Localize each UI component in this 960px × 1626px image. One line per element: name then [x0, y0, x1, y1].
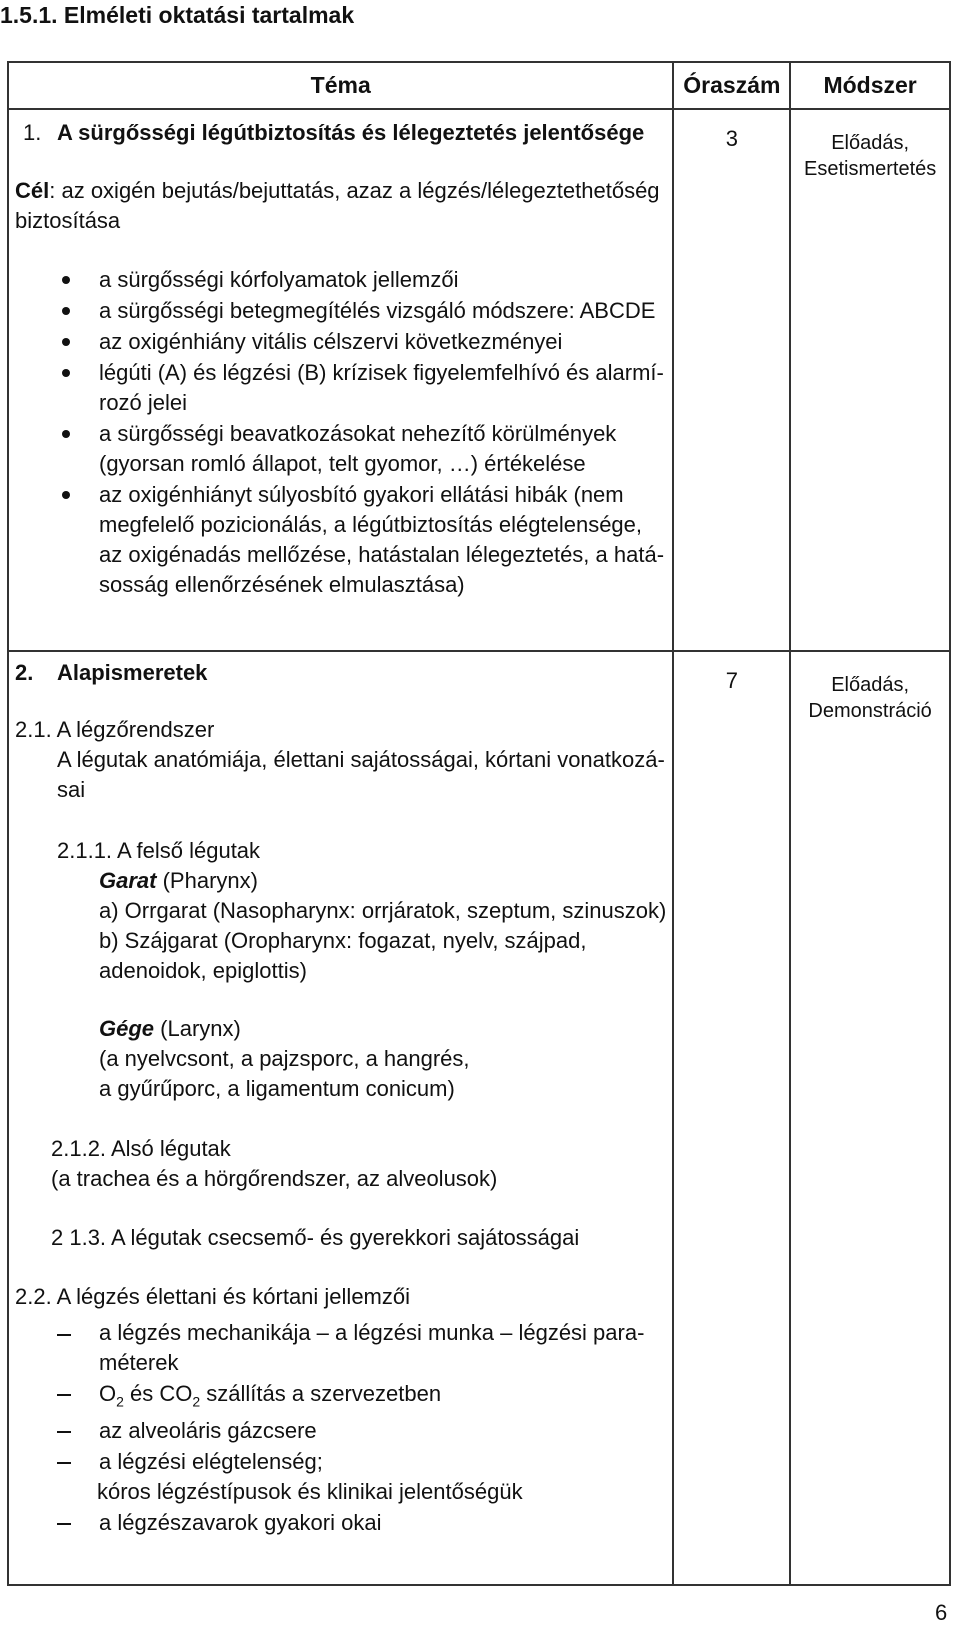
subsection-2-1-2-desc: (a trachea és a hörgőrendszer, az alveolusok) — [51, 1166, 498, 1191]
garat-latin: (Pharynx) — [156, 868, 258, 893]
co2-subscript: 2 — [192, 1393, 201, 1410]
list-item: a légzési elégtelenség; — [99, 1449, 323, 1474]
curriculum-table — [7, 61, 951, 1586]
subsection-2-1-3: 2 1.3. A légutak csecsemő- és gyerekkori sajátosságai — [51, 1225, 580, 1250]
list-item: légúti (A) és légzési (B) krízisek figyelemfelhívó és alarmí- — [99, 360, 664, 385]
szajgarat-line: b) Szájgarat (Oropharynx: fogazat, nyelv, szájpad, — [99, 928, 587, 953]
gege-desc: a gyűrűporc, a ligamentum conicum) — [99, 1076, 455, 1101]
dash-icon — [57, 1431, 71, 1433]
goal-label: Cél — [15, 178, 50, 203]
topic-title-2: Alapismeretek — [57, 660, 208, 685]
header-method: Módszer — [790, 62, 950, 109]
list-item: az oxigénhiányt súlyosbító gyakori ellátási hibák (nem — [99, 482, 624, 507]
list-item: a sürgősségi beavatkozásokat nehezítő körülmények — [99, 421, 617, 446]
header-topic: Téma — [8, 62, 673, 109]
dash-icon — [57, 1523, 71, 1525]
bullet-icon — [62, 369, 70, 377]
topic-cell-1 — [8, 109, 673, 651]
method-line: Előadás, — [831, 674, 910, 696]
list-item-cont: rozó jelei — [99, 390, 188, 415]
transport-text: szállítás a szervezetben — [200, 1381, 442, 1406]
orrgarat-line: a) Orrgarat (Nasopharynx: orrjáratok, szeptum, szinuszok) — [99, 898, 667, 923]
co2-symbol: és CO — [123, 1381, 193, 1406]
subsection-2-1: 2.1. A légzőrendszer — [15, 717, 215, 742]
method-cell-2 — [790, 651, 950, 1585]
dash-icon — [57, 1462, 71, 1464]
topic-cell-2 — [8, 651, 673, 1585]
list-item — [99, 1379, 441, 1416]
o2-symbol: O — [99, 1381, 117, 1406]
table-header-row — [8, 62, 950, 109]
topic-title-1: A sürgősségi légútbiztosítás és lélegeztetés jelentősége — [57, 120, 645, 145]
goal-text: : az oxigén bejutás/bejuttatás, azaz a légzés/lélegeztethetőség — [49, 178, 660, 203]
bullet-icon — [62, 307, 70, 315]
bullet-icon — [62, 338, 70, 346]
list-item-cont: kóros légzéstípusok és klinikai jelentőségük — [97, 1479, 523, 1504]
list-item-cont: megfelelő pozicionálás, a légútbiztosítás elégtelensége, — [99, 512, 643, 537]
list-item: az alveoláris gázcsere — [99, 1418, 317, 1443]
garat-term: Garat — [99, 868, 157, 893]
gege-desc: (a nyelvcsont, a pajzsporc, a hangrés, — [99, 1046, 470, 1071]
o2-subscript: 2 — [116, 1393, 124, 1410]
gege-line — [99, 1014, 241, 1044]
topic-number-2: 2. — [15, 660, 34, 685]
goal-line-1 — [15, 176, 660, 206]
bullet-icon — [62, 430, 70, 438]
gege-term: Gége — [99, 1016, 155, 1041]
list-item-cont: az oxigénadás mellőzése, hatástalan lélegeztetés, a hatá- — [99, 542, 665, 567]
subsection-2-1-1: 2.1.1. A felső légutak — [57, 838, 261, 863]
garat-line — [99, 866, 258, 896]
list-item: a sürgősségi betegmegítélés vizsgáló módszere: ABCDE — [99, 298, 656, 323]
method-line: Demonstráció — [808, 700, 932, 722]
list-item-cont: méterek — [99, 1350, 179, 1375]
page-number: 6 — [935, 1600, 948, 1625]
list-item: a légzés mechanikája – a légzési munka – légzési para- — [99, 1320, 645, 1345]
method-line: Előadás, — [831, 132, 910, 154]
hours-cell-1: 3 — [673, 109, 790, 651]
list-item-cont: (gyorsan romló állapot, telt gyomor, …) értékelése — [99, 451, 586, 476]
method-line: Esetismertetés — [803, 158, 937, 180]
list-item: a sürgősségi kórfolyamatok jellemzői — [99, 267, 459, 292]
szajgarat-line: adenoidok, epiglottis) — [99, 958, 307, 983]
topic-number-1: 1. — [23, 120, 42, 145]
hours-cell-2: 7 — [673, 651, 790, 1585]
dash-icon — [57, 1334, 71, 1336]
section-heading: 1.5.1. Elméleti oktatási tartalmak — [0, 2, 355, 28]
list-item-cont: sosság ellenőrzésének elmulasztása) — [99, 572, 465, 597]
method-cell-1 — [790, 109, 950, 651]
subsection-2-1-2: 2.1.2. Alsó légutak — [51, 1136, 231, 1161]
subsection-2-2: 2.2. A légzés élettani és kórtani jellemzői — [15, 1284, 411, 1309]
bullet-icon — [62, 276, 70, 284]
list-item: a légzészavarok gyakori okai — [99, 1510, 382, 1535]
subsection-2-1-desc: A légutak anatómiája, élettani sajátosságai, kórtani vonatkozá- — [57, 747, 665, 772]
goal-line-2: biztosítása — [15, 208, 121, 233]
dash-icon — [57, 1394, 71, 1396]
subsection-2-1-desc: sai — [57, 777, 86, 802]
table-row — [8, 109, 950, 651]
bullet-icon — [62, 491, 70, 499]
table-row — [8, 651, 950, 1585]
list-item: az oxigénhiány vitális célszervi következményei — [99, 329, 563, 354]
header-hours: Óraszám — [673, 62, 790, 109]
gege-latin: (Larynx) — [154, 1016, 241, 1041]
